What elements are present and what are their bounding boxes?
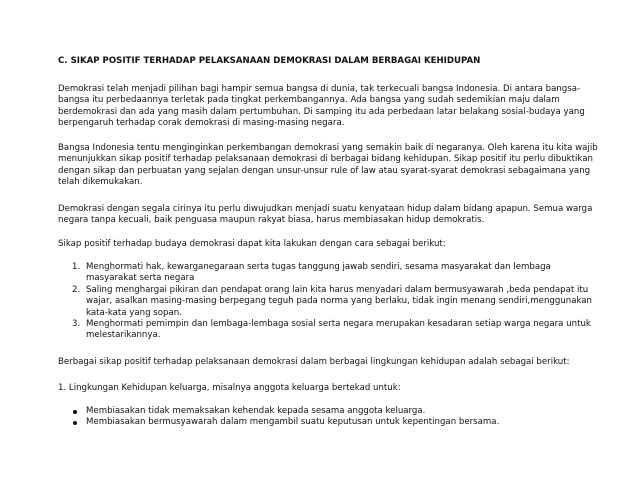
bullet-list — [58, 406, 604, 429]
list-item — [58, 319, 604, 342]
list-number: 2. — [72, 284, 81, 295]
section-heading: C. SIKAP POSITIF TERHADAP PELAKSANAAN DEMOKRASI DALAM BERBAGAI KEHIDUPAN — [58, 56, 481, 66]
list-item-text: Menghormati hak, kewarganegaraan serta tugas tanggung jawab sendiri, sesama masyarakat dan lembaga masyarakat serta negara — [86, 262, 551, 284]
list-item-text: Saling menghargai pikiran dan pendapat orang lain kita harus menyadari dalam bermusyawarah ,beda pendapat itu wajar, asalkan masing-masing berpegang teguh pada norma yang berlaku, tidak ingin menang sendiri,menggunakan kata-kata yang sopan. — [86, 284, 592, 318]
paragraph-ciri: Demokrasi dengan segala cirinya itu perlu diwujudkan menjadi suatu kenyataan hidup dalam bidang apapun. Semua warga negara tanpa kecuali, baik penguasa maupun rakyat biasa, harus membiasakan hidup demokratis. — [58, 204, 593, 226]
list-item — [58, 262, 604, 285]
paragraph-sikap-intro: Sikap positif terhadap budaya demokrasi dapat kita lakukan dengan cara sebagai berikut: — [58, 239, 446, 249]
list-item-text: Membiasakan tidak memaksakan kehendak kepada sesama anggota keluarga. — [86, 406, 426, 416]
bullet-dot-icon — [73, 421, 77, 425]
list-item — [58, 406, 604, 417]
paragraph-berbagai: Berbagai sikap positif terhadap pelaksanaan demokrasi dalam berbagai lingkungan kehidupan adalah sebagai berikut: — [58, 357, 570, 367]
paragraph-intro: Demokrasi telah menjadi pilihan bagi hampir semua bangsa di dunia, tak terkecuali bangsa Indonesia. Di antara bangsa-bangsa itu perbedaannya terletak pada tingkat perkembangannya. Ada bangsa yang sudah sedemikian maju dalam berdemokrasi dan ada yang masih dalam pertumbuhan. Di samping itu ada perbedaan latar belakang sosial-budaya yang berpengaruh terhadap corak demokrasi di masing-masing negara. — [58, 84, 585, 129]
list-item-text: Menghormati pemimpin dan lembaga-lembaga sosial serta negara merupakan kesadaran setiap warga negara untuk melestarikannya. — [86, 319, 591, 341]
paragraph-indonesia: Bangsa Indonesia tentu menginginkan perkembangan demokrasi yang semakin baik di negaranya. Oleh karena itu kita wajib menunjukkan sikap positif terhadap pelaksanaan demokrasi di berbagai bidang kehidupan. Sikap positif itu perlu dibuktikan dengan sikap dan perbuatan yang sejalan dengan unsur-unsur rule of law atau syarat-syarat demokrasi sebagaimana yang telah dikemukakan. — [58, 143, 598, 188]
subheading-keluarga: 1. Lingkungan Kehidupan keluarga, misalnya anggota keluarga bertekad untuk: — [58, 383, 401, 393]
list-number: 1. — [72, 262, 81, 272]
bullet-dot-icon — [73, 410, 77, 414]
list-number: 3. — [72, 319, 81, 330]
list-item — [58, 417, 604, 428]
list-item — [58, 285, 604, 319]
numbered-list — [58, 262, 604, 342]
list-item-text: Membiasakan bermusyawarah dalam mengambil suatu keputusan untuk kepentingan bersama. — [86, 417, 500, 428]
